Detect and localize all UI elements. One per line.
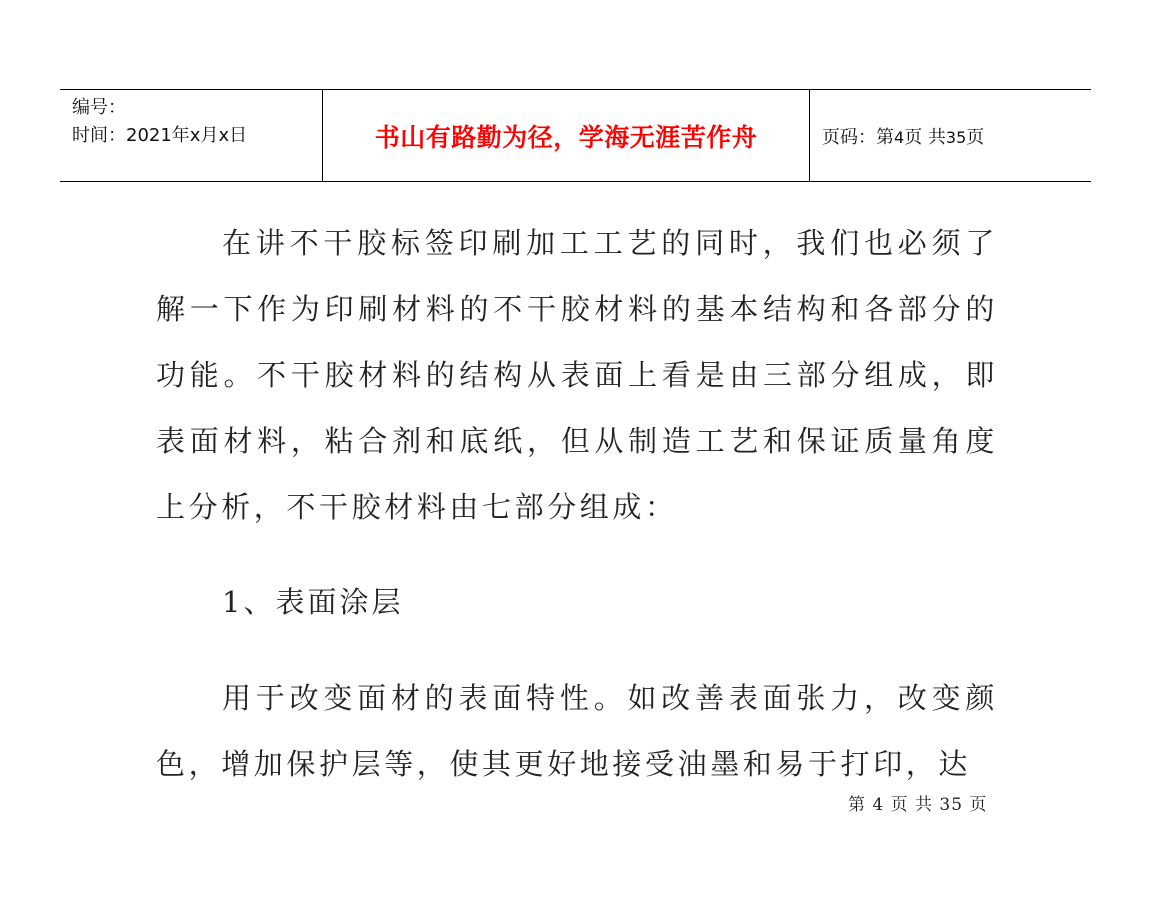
page-code-prefix: 页码：第 xyxy=(822,126,894,148)
document-header xyxy=(60,89,1091,182)
header-motto: 书山有路勤为径，学海无涯苦作舟 xyxy=(374,122,758,152)
document-time-label: 时间：2021年x月x日 xyxy=(72,125,248,146)
page-code-total: 35 xyxy=(945,127,967,147)
body-paragraph: 在讲不干胶标签印刷加工工艺的同时，我们也必须了解一下作为印刷材料的不干胶材料的基本结构和各部分的功能。不干胶材料的结构从表面上看是由三部分组成，即表面材料，粘合剂和底纸，但从制造工艺和保证质量角度上分析，不干胶材料由七部分组成： xyxy=(156,226,998,524)
header-motto-cell xyxy=(322,90,810,181)
page-footer: 第 4 页 共 35 页 xyxy=(848,795,988,815)
header-page-code-cell xyxy=(810,90,1091,181)
header-meta-cell xyxy=(60,90,322,181)
section-heading: 1、表面涂层 xyxy=(222,585,404,619)
page-code-suffix: 页 xyxy=(966,126,985,148)
document-number-label: 编号： xyxy=(72,97,126,118)
body-paragraph: 用于改变面材的表面特性。如改善表面张力，改变颜色，增加保护层等，使其更好地接受油墨和易于打印，达 xyxy=(156,681,998,781)
header-page-code xyxy=(822,123,984,149)
page-code-mid: 页 共 xyxy=(904,126,946,148)
page-code-current: 4 xyxy=(894,127,905,147)
